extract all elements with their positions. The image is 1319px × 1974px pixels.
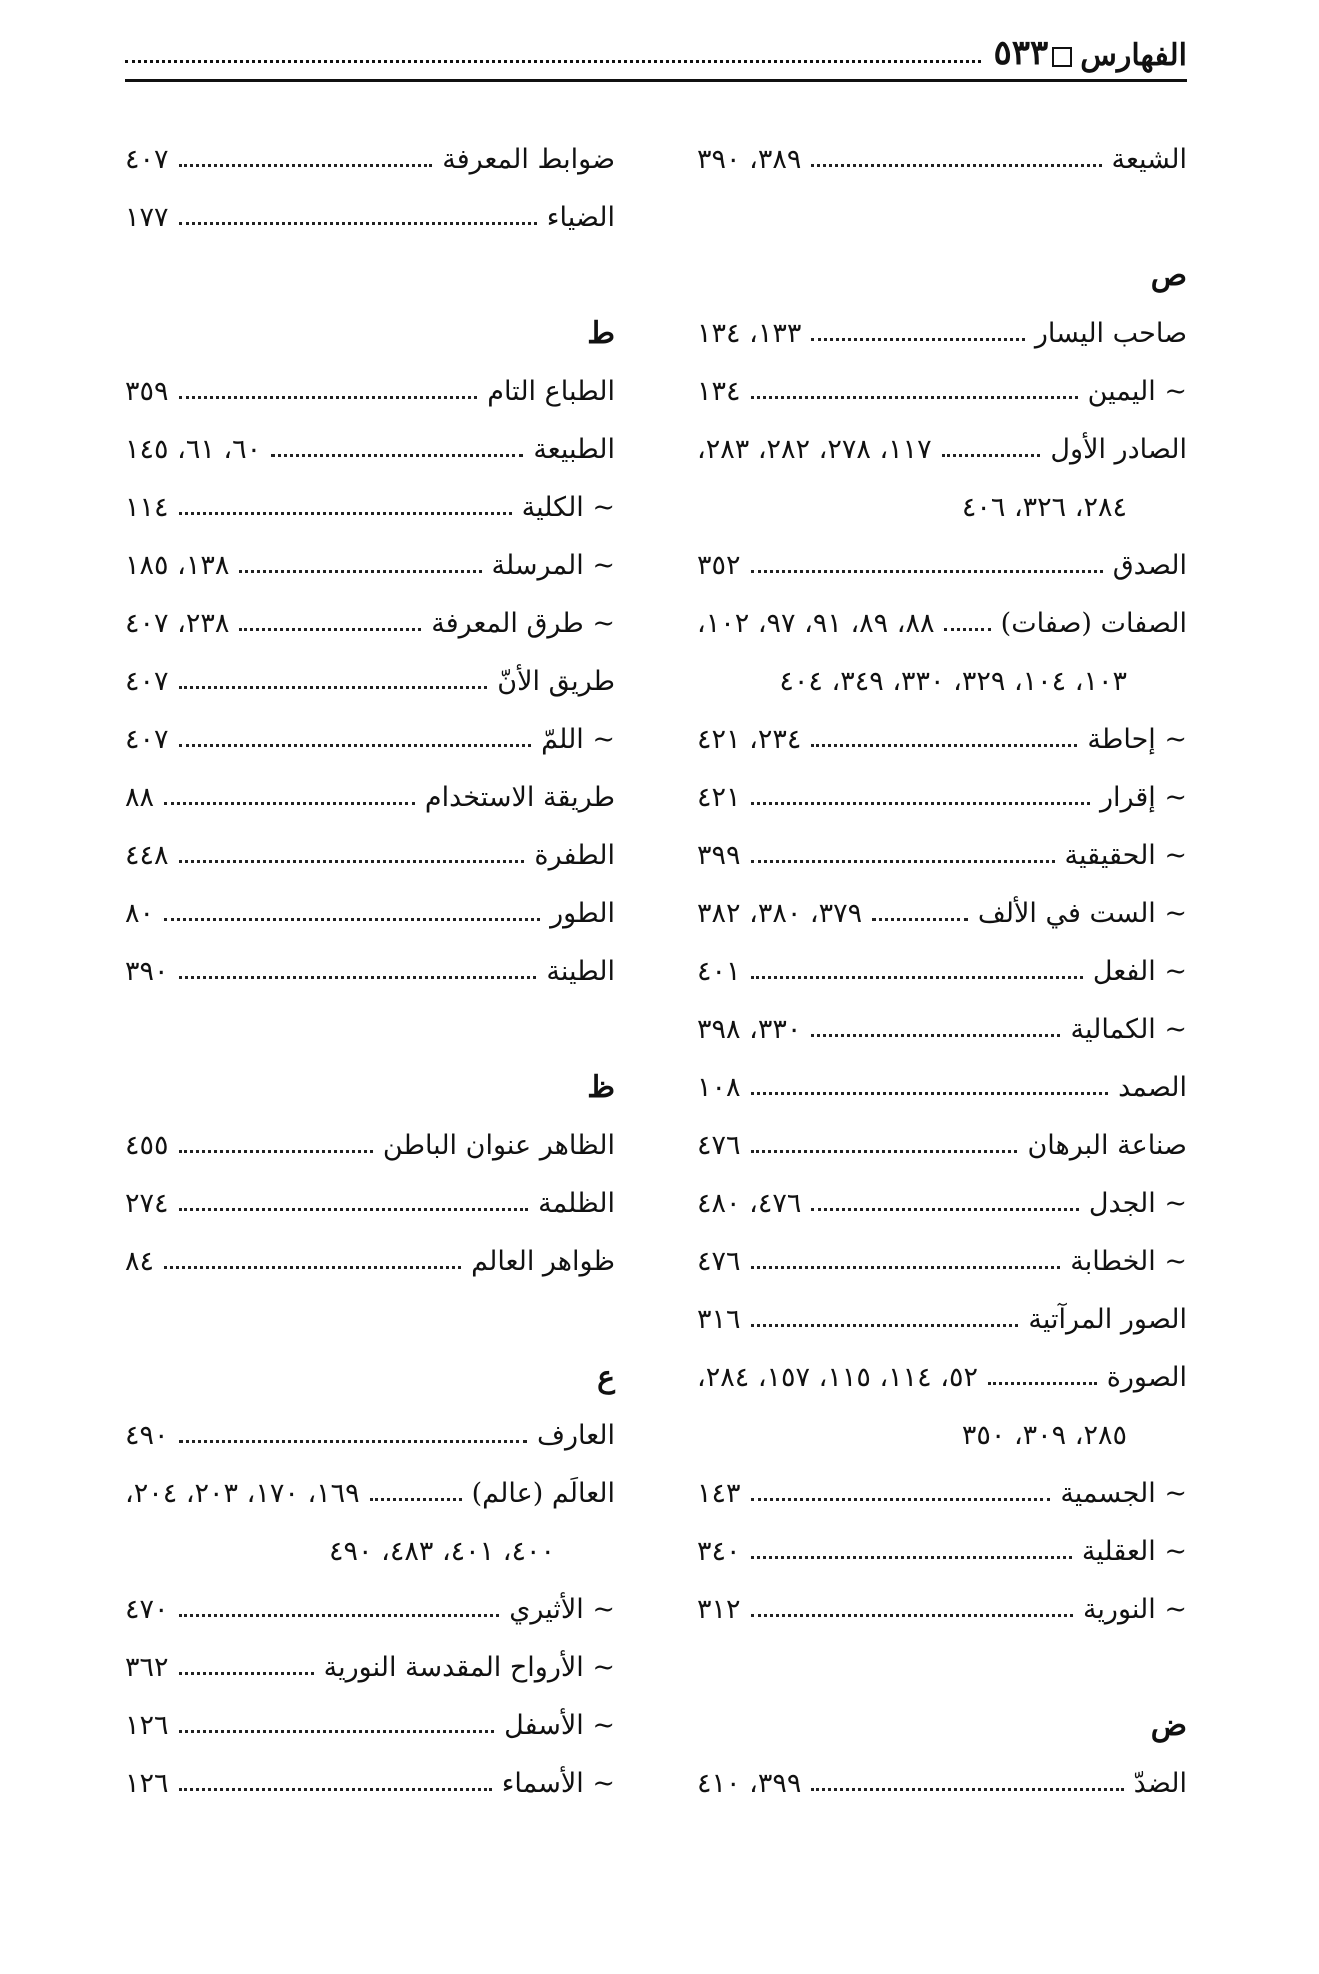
leader-dots (179, 1788, 492, 1791)
index-entry-pages: ٤٢١ (697, 781, 741, 813)
index-entry-term: ~ الجدل (1088, 1187, 1187, 1219)
index-entry (697, 826, 1187, 884)
index-entry-term: ضوابط المعرفة (442, 143, 615, 175)
leader-dots (271, 454, 523, 457)
index-entry-pages: ٤٠٧ (125, 723, 169, 755)
index-entry (125, 1638, 615, 1696)
index-entry-pages: ٨٠ (125, 897, 155, 929)
index-entry-pages: ٤٠١ (697, 955, 741, 987)
index-entry-term: الطفرة (534, 839, 615, 871)
section-gap (125, 1000, 615, 1058)
index-entry-term: الصور المرآتية (1028, 1303, 1187, 1335)
index-entry-pages: ٤٧٦ (697, 1245, 741, 1277)
index-entry-pages: ٤٠٠، ٤٠١، ٤٨٣، ٤٩٠ (329, 1535, 555, 1567)
leader-dots (179, 1672, 314, 1675)
index-entry (697, 942, 1187, 1000)
leader-dots (811, 1034, 1060, 1037)
index-entry-pages: ١٠٨ (697, 1071, 741, 1103)
index-entry-pages: ٤٤٨ (125, 839, 169, 871)
index-entry-term: الطبيعة (533, 433, 615, 465)
index-entry-pages: ١٣٣، ١٣٤ (697, 317, 802, 349)
index-entry (697, 1754, 1187, 1812)
leader-dots (179, 860, 525, 863)
index-entry (697, 130, 1187, 188)
index-entry-pages: ١٣٤ (697, 375, 741, 407)
section-letter: ط (587, 315, 615, 351)
index-entry (697, 1058, 1187, 1116)
index-entry (697, 594, 1187, 652)
leader-dots (751, 396, 1078, 399)
index-entry (125, 826, 615, 884)
index-entry-term: ~ الأسماء (501, 1767, 615, 1799)
index-entry-pages: ٤٥٥ (125, 1129, 169, 1161)
index-entry-term: الصورة (1106, 1361, 1187, 1393)
index-entry-term: ~ إحاطة (1087, 723, 1187, 755)
index-entry-pages: ١١٧، ٢٧٨، ٢٨٢، ٢٨٣، (697, 433, 932, 465)
index-entry (125, 1406, 615, 1464)
index-entry-pages: ١٠٣، ١٠٤، ٣٢٩، ٣٣٠، ٣٤٩، ٤٠٤ (779, 665, 1127, 697)
index-entry-pages: ٨٨، ٨٩، ٩١، ٩٧، ١٠٢، (697, 607, 935, 639)
index-entry (125, 1754, 615, 1812)
index-entry-pages: ٣٥٩ (125, 375, 169, 407)
index-entry-term: الصدق (1112, 549, 1187, 581)
index-entry-term: صاحب اليسار (1034, 317, 1187, 349)
index-entry-term: الضدّ (1133, 1767, 1187, 1799)
leader-dots (179, 1440, 527, 1443)
index-entry-term: ~ طرق المعرفة (431, 607, 615, 639)
header-leader-dots (125, 60, 981, 63)
leader-dots (872, 918, 968, 921)
section-gap (697, 188, 1187, 246)
index-entry-pages: ٤٧٦، ٤٨٠ (697, 1187, 802, 1219)
index-entry-pages: ١٢٦ (125, 1767, 169, 1799)
index-entry-term: ~ الكلية (521, 491, 615, 523)
index-entry-term: ~ اليمين (1087, 375, 1187, 407)
index-entry-pages: ١٧٧ (125, 201, 169, 233)
leader-dots (179, 396, 478, 399)
leader-dots (164, 1266, 461, 1269)
index-entry-pages: ٨٨ (125, 781, 155, 813)
section-letter-heading (697, 246, 1187, 304)
index-entry-pages: ١٤٣ (697, 1477, 741, 1509)
page-number: ٥٣٣ (993, 33, 1049, 73)
leader-dots (751, 1614, 1073, 1617)
leader-dots (751, 1498, 1051, 1501)
index-column-left (125, 130, 615, 1812)
leader-dots (751, 860, 1055, 863)
index-entry-term: العارف (536, 1419, 615, 1451)
leader-dots (179, 976, 537, 979)
leader-dots (751, 1556, 1072, 1559)
index-entry (125, 652, 615, 710)
index-entry (697, 1522, 1187, 1580)
index-entry-pages: ٣٨٩، ٣٩٠ (697, 143, 802, 175)
index-entry-term: الضياء (546, 201, 615, 233)
leader-dots (164, 802, 415, 805)
leader-dots (751, 570, 1103, 573)
index-entry (697, 304, 1187, 362)
section-letter-heading (125, 304, 615, 362)
leader-dots (944, 628, 990, 631)
index-entry-pages: ٤٠٧ (125, 143, 169, 175)
index-entry-pages: ٤٠٧ (125, 665, 169, 697)
index-entry-pages: ٣٩٠ (125, 955, 169, 987)
index-entry-continuation (697, 652, 1187, 710)
index-entry-pages: ٢٨٤، ٣٢٦، ٤٠٦ (961, 491, 1127, 523)
index-entry-term: الظاهر عنوان الباطن (382, 1129, 615, 1161)
leader-dots (239, 570, 481, 573)
index-entry (125, 594, 615, 652)
index-entry-term: طريق الأنّ (497, 665, 615, 697)
index-entry (697, 1174, 1187, 1232)
index-entry (125, 1696, 615, 1754)
index-entry-term: الصمد (1118, 1071, 1187, 1103)
index-entry-term: الظلمة (538, 1187, 615, 1219)
leader-dots (988, 1382, 1097, 1385)
index-entry (697, 420, 1187, 478)
section-letter-heading (697, 1696, 1187, 1754)
index-entry-pages: ٣٩٩ (697, 839, 741, 871)
index-entry (697, 710, 1187, 768)
square-separator-icon (1052, 47, 1072, 67)
index-entry (697, 1290, 1187, 1348)
index-entry-term: العالَم (عالم) (471, 1477, 615, 1509)
index-entry (125, 768, 615, 826)
leader-dots (811, 164, 1101, 167)
index-entry (697, 1348, 1187, 1406)
index-entry-term: طريقة الاستخدام (424, 781, 615, 813)
index-entry (125, 536, 615, 594)
index-entry (125, 1580, 615, 1638)
index-entry-continuation (697, 1406, 1187, 1464)
index-entry (125, 884, 615, 942)
index-entry-pages: ٣٤٠ (697, 1535, 741, 1567)
section-letter-heading (125, 1348, 615, 1406)
section-letter: ض (1150, 1707, 1187, 1743)
index-entry-term: صناعة البرهان (1027, 1129, 1187, 1161)
leader-dots (179, 686, 488, 689)
index-entry-pages: ٢٣٤، ٤٢١ (697, 723, 802, 755)
index-entry-pages: ١١٤ (125, 491, 169, 523)
index-entry-term: الشيعة (1111, 143, 1187, 175)
section-letter: ع (597, 1359, 615, 1395)
leader-dots (179, 164, 433, 167)
index-entry-term: ~ الكمالية (1070, 1013, 1187, 1045)
index-entry-term: ~ الأثيري (509, 1593, 615, 1625)
leader-dots (811, 1788, 1123, 1791)
index-entry-pages: ٣١٢ (697, 1593, 741, 1625)
index-entry (697, 536, 1187, 594)
index-entry-term: ~ الحقيقية (1064, 839, 1187, 871)
index-entry-pages: ٨٤ (125, 1245, 155, 1277)
index-entry-term: الصادر الأول (1050, 433, 1187, 465)
index-entry-pages: ٢٧٤ (125, 1187, 169, 1219)
index-entry-term: ~ الفعل (1092, 955, 1187, 987)
index-entry (125, 1174, 615, 1232)
index-entry-term: ~ الجسمية (1060, 1477, 1187, 1509)
index-entry-pages: ٣٩٩، ٤١٠ (697, 1767, 802, 1799)
index-entry-pages: ٣٥٢ (697, 549, 741, 581)
index-entry-term: الصفات (صفات) (1000, 607, 1187, 639)
page-header (125, 33, 1187, 82)
index-entry (125, 130, 615, 188)
index-entry-pages: ١٣٨، ١٨٥ (125, 549, 230, 581)
leader-dots (179, 744, 532, 747)
leader-dots (179, 1208, 529, 1211)
leader-dots (370, 1498, 462, 1501)
index-entry-pages: ٣٣٠، ٣٩٨ (697, 1013, 802, 1045)
index-entry (125, 478, 615, 536)
leader-dots (164, 918, 540, 921)
index-entry (697, 1464, 1187, 1522)
leader-dots (179, 1150, 373, 1153)
section-letter: ظ (587, 1069, 615, 1105)
leader-dots (942, 454, 1041, 457)
index-entry (697, 1116, 1187, 1174)
leader-dots (751, 1150, 1018, 1153)
index-entry (125, 1116, 615, 1174)
index-entry-term: ~ الأسفل (504, 1709, 615, 1741)
leader-dots (179, 222, 537, 225)
index-entry-pages: ٤٧٦ (697, 1129, 741, 1161)
leader-dots (811, 338, 1025, 341)
section-gap (697, 1638, 1187, 1696)
index-entry-term: الطينة (546, 955, 615, 987)
index-entry-term: ~ العقلية (1081, 1535, 1187, 1567)
index-entry (125, 710, 615, 768)
leader-dots (751, 802, 1090, 805)
leader-dots (179, 1730, 495, 1733)
index-entry-term: ~ إقرار (1099, 781, 1187, 813)
index-entry-term: ~ اللمّ (541, 723, 615, 755)
index-entry-term: ظواهر العالم (471, 1245, 615, 1277)
index-entry (697, 1580, 1187, 1638)
index-entry (697, 362, 1187, 420)
index-entry-term: ~ الأرواح المقدسة النورية (323, 1651, 615, 1683)
index-entry (125, 420, 615, 478)
index-entry-pages: ١٢٦ (125, 1709, 169, 1741)
leader-dots (751, 1266, 1061, 1269)
section-gap (125, 246, 615, 304)
index-entry (697, 1000, 1187, 1058)
index-entry-continuation (697, 478, 1187, 536)
leader-dots (179, 512, 512, 515)
index-entry-term: ~ النورية (1082, 1593, 1187, 1625)
index-entry-pages: ٢٨٥، ٣٠٩، ٣٥٠ (961, 1419, 1127, 1451)
index-entry-pages: ٦٠، ٦١، ١٤٥ (125, 433, 262, 465)
leader-dots (751, 1092, 1109, 1095)
index-entry-pages: ٤٩٠ (125, 1419, 169, 1451)
index-entry-pages: ٢٣٨، ٤٠٧ (125, 607, 230, 639)
index-entry-pages: ٣٧٩، ٣٨٠، ٣٨٢ (697, 897, 863, 929)
index-entry-term: ~ الخطابة (1070, 1245, 1187, 1277)
index-entry (697, 1232, 1187, 1290)
index-entry-term: الطباع التام (487, 375, 615, 407)
index-entry (125, 1464, 615, 1522)
index-entry (697, 768, 1187, 826)
index-entry-continuation (125, 1522, 615, 1580)
leader-dots (239, 628, 421, 631)
page-title: الفهارس (1080, 38, 1187, 73)
index-entry (125, 362, 615, 420)
section-gap (125, 1290, 615, 1348)
section-letter-heading (125, 1058, 615, 1116)
leader-dots (751, 1324, 1019, 1327)
leader-dots (811, 744, 1077, 747)
index-entry-term: ~ المرسلة (491, 549, 615, 581)
index-entry-pages: ٣١٦ (697, 1303, 741, 1335)
leader-dots (811, 1208, 1079, 1211)
index-entry (125, 1232, 615, 1290)
index-entry (125, 188, 615, 246)
index-entry (125, 942, 615, 1000)
index-entry-term: الطور (550, 897, 615, 929)
index-entry-term: ~ الست في الألف (977, 897, 1187, 929)
index-entry (697, 884, 1187, 942)
leader-dots (751, 976, 1083, 979)
section-letter: ص (1150, 257, 1187, 293)
index-entry-pages: ٣٦٢ (125, 1651, 169, 1683)
leader-dots (179, 1614, 500, 1617)
index-entry-pages: ٤٧٠ (125, 1593, 169, 1625)
index-column-right (697, 130, 1187, 1812)
index-entry-pages: ٥٢، ١١٤، ١١٥، ١٥٧، ٢٨٤، (697, 1361, 978, 1393)
index-entry-pages: ١٦٩، ١٧٠، ٢٠٣، ٢٠٤، (125, 1477, 360, 1509)
